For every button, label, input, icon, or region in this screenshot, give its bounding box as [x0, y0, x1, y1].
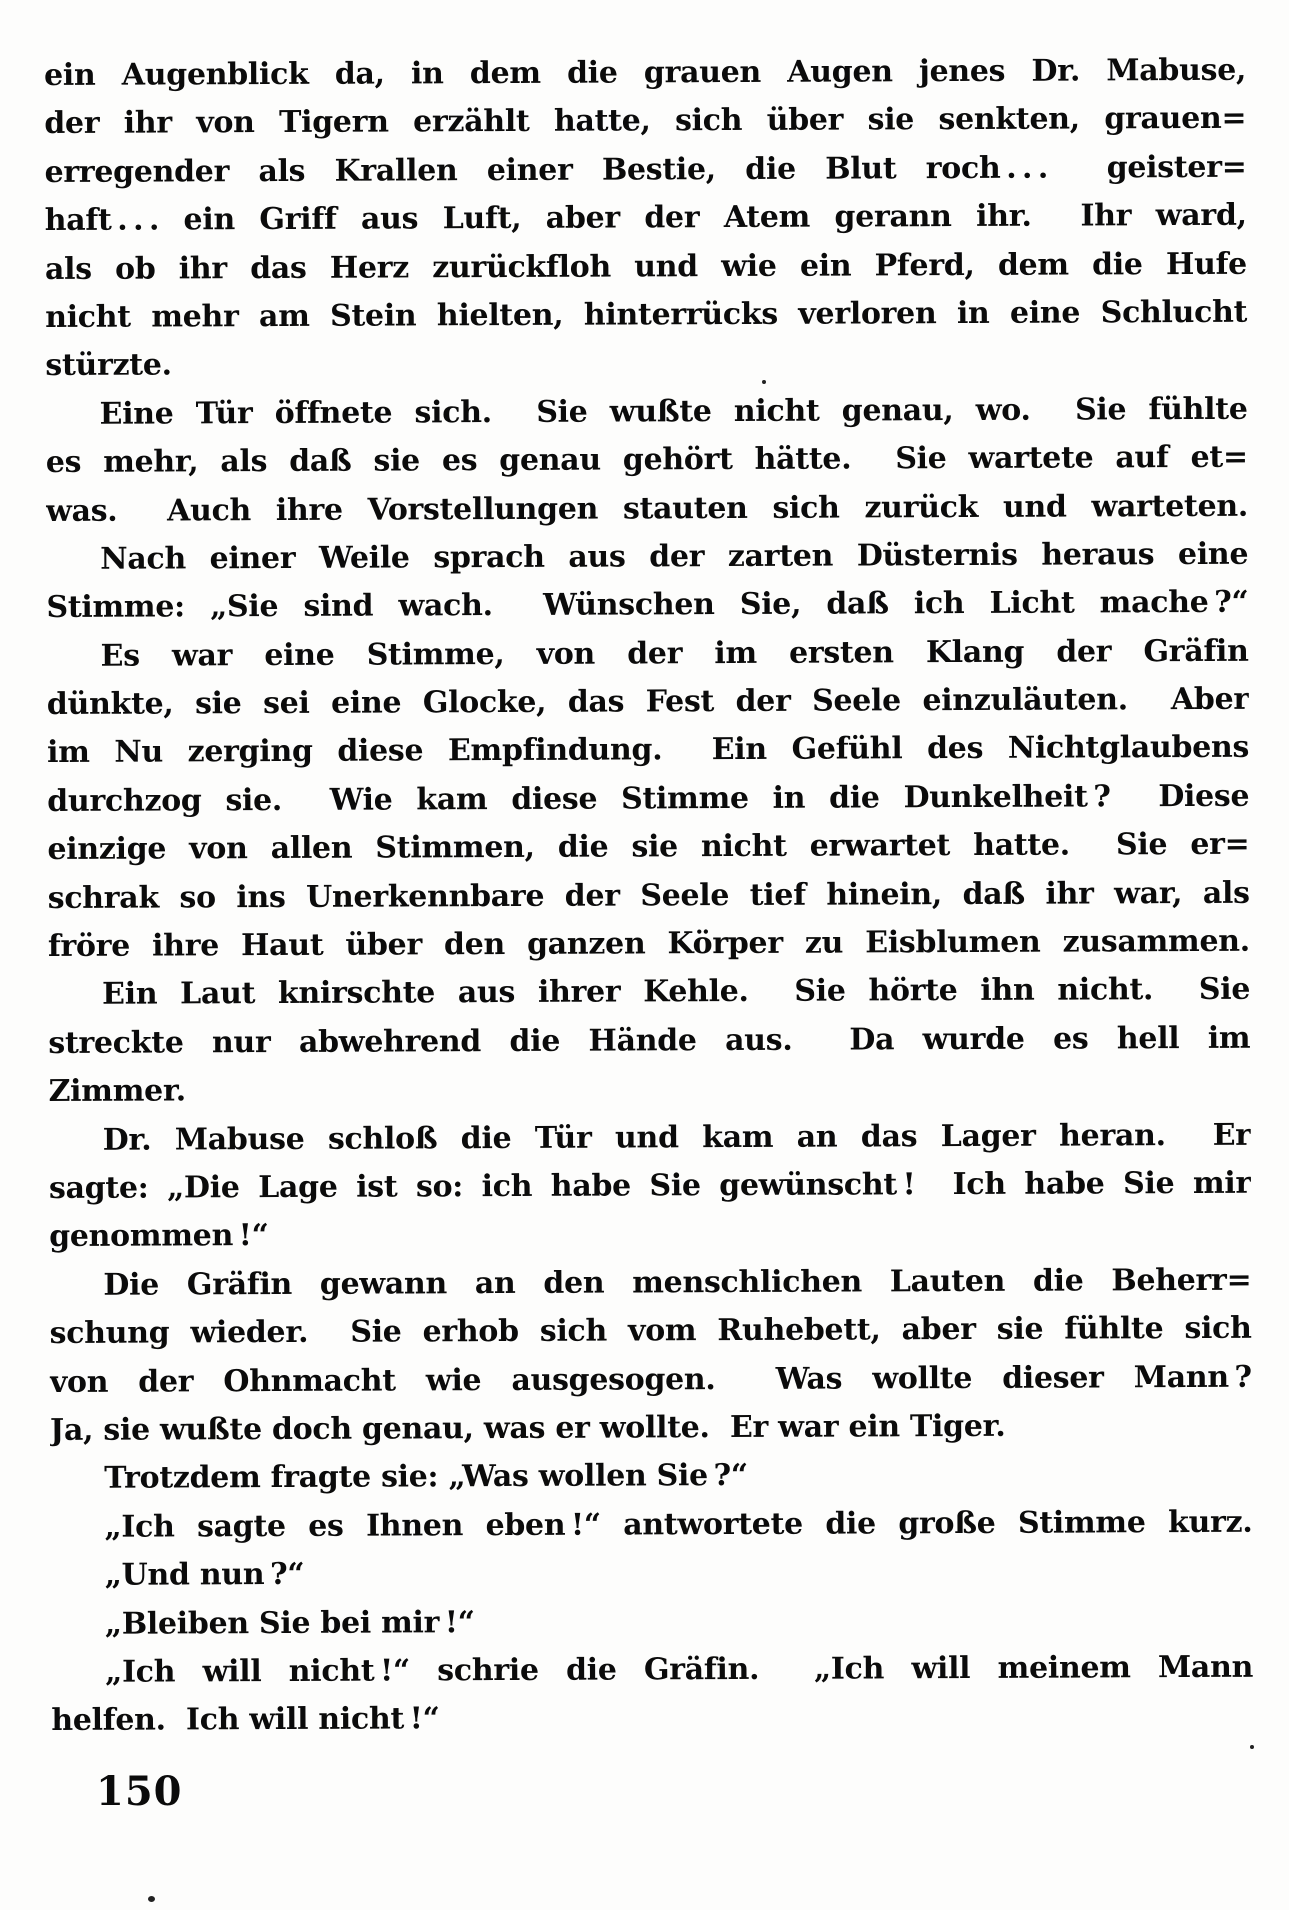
text-line: „Ich will nicht !“ schrie die Gräfin. „Ich will meinem Mann	[104, 1649, 1254, 1690]
text-line: erregender als Krallen einer Bestie, die Blut roch . . . geister=	[44, 149, 1247, 190]
text-line: sagte: „Die Lage ist so: ich habe Sie gewünscht ! Ich habe Sie mir	[48, 1165, 1252, 1206]
text-line: Ein Laut knirschte aus ihrer Kehle. Sie hörte ihn nicht. Sie	[102, 972, 1251, 1013]
text-line: der ihr von Tigern erzählt hatte, sich über sie senkten, grauen=	[44, 101, 1247, 142]
scan-speckle	[148, 1896, 155, 1902]
text-line: durchzog sie. Wie kam diese Stimme in die Dunkelheit ? Diese	[47, 778, 1250, 819]
text-line: haft . . . ein Griff aus Luft, aber der Atem gerann ihr. Ihr ward,	[44, 197, 1247, 239]
text-line: dünkte, sie sei eine Glocke, das Fest der Seele einzuläuten. Aber	[46, 681, 1249, 723]
text-line: Zimmer.	[48, 1073, 186, 1110]
scan-speckle	[762, 380, 766, 384]
text-line: als ob ihr das Herz zurückfloh und wie ein Pferd, dem die Hufe	[44, 246, 1248, 287]
scan-speckle	[1250, 1745, 1254, 1749]
text-block	[44, 47, 1253, 1746]
text-line: Ja, sie wußte doch genau, was er wollte. Er war ein Tiger.	[49, 1408, 1006, 1448]
text-line: genommen !“	[49, 1218, 269, 1255]
text-line: fröre ihre Haut über den ganzen Körper zu Eisblumen zusammen.	[47, 923, 1250, 965]
text-line: was. Auch ihre Vorstellungen stauten sich zurück und warteten.	[45, 488, 1249, 529]
text-line: es mehr, als daß sie es genau gehört hätte. Sie wartete auf et=	[45, 439, 1248, 481]
text-line: einzige von allen Stimmen, die sie nicht erwartet hatte. Sie er=	[47, 826, 1250, 868]
text-line: Stimme: „Sie sind wach. Wünschen Sie, daß ich Licht mache ?“	[46, 585, 1249, 626]
text-line: Trotzdem fragte sie: „Was wollen Sie ?“	[104, 1458, 748, 1497]
text-line: ein Augenblick da, in dem die grauen Augen jenes Dr. Mabuse,	[44, 52, 1247, 93]
text-line: helfen. Ich will nicht !“	[51, 1701, 440, 1739]
text-line: „Und nun ?“	[104, 1556, 305, 1593]
text-line: von der Ohnmacht wie ausgesogen. Was wollte dieser Mann ?	[49, 1359, 1252, 1400]
text-line: Dr. Mabuse schloß die Tür und kam an das Lager heran. Er	[102, 1117, 1251, 1158]
text-line: im Nu zerging diese Empfindung. Ein Gefühl des Nichtglaubens	[46, 730, 1250, 771]
text-line: „Ich sagte es Ihnen eben !“ antwortete die große Stimme kurz.	[104, 1504, 1253, 1545]
text-line: schrak so ins Unerkennbare der Seele tief hinein, daß ihr war, als	[47, 875, 1250, 916]
page-number: 150	[96, 1768, 183, 1815]
text-line: „Bleiben Sie bei mir !“	[104, 1604, 475, 1642]
text-line: streckte nur abwehrend die Hände aus. Da wurde es hell im	[48, 1020, 1251, 1061]
text-line: Es war eine Stimme, von der im ersten Klang der Gräfin	[100, 633, 1249, 674]
text-line: nicht mehr am Stein hielten, hinterrücks verloren in eine Schlucht	[45, 294, 1248, 335]
text-line: stürzte.	[45, 347, 172, 384]
text-line: Eine Tür öffnete sich. Sie wußte nicht genau, wo. Sie fühlte	[99, 391, 1248, 432]
text-line: Die Gräfin gewann an den menschlichen Lauten die Beherr=	[103, 1262, 1252, 1303]
text-line: Nach einer Weile sprach aus der zarten Düsternis heraus eine	[100, 536, 1249, 577]
text-line: schung wieder. Sie erhob sich vom Ruhebett, aber sie fühlte sich	[49, 1310, 1252, 1352]
